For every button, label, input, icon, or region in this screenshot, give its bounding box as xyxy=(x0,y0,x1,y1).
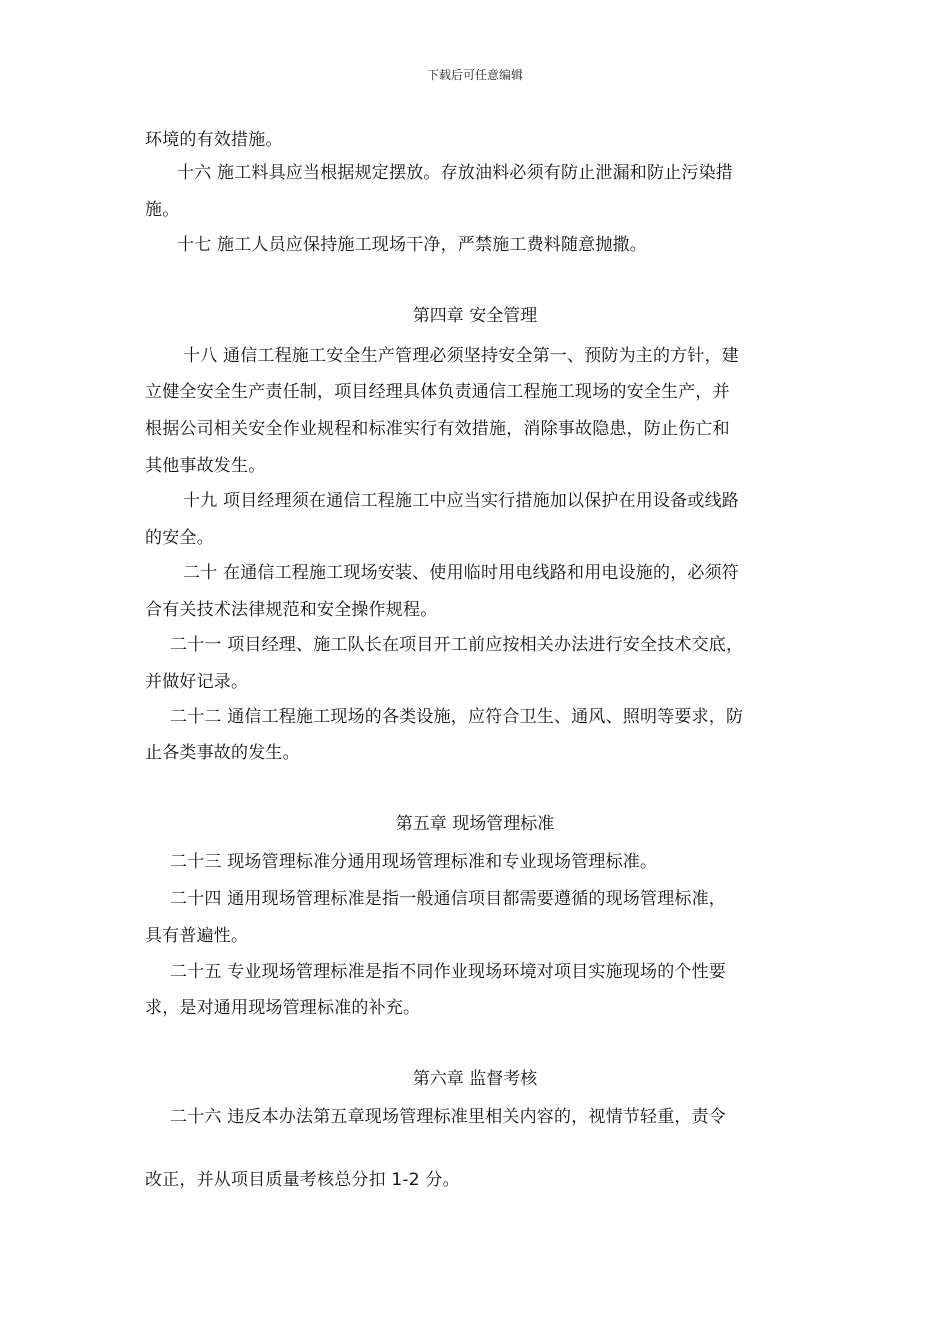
paragraph-line: 二十五 专业现场管理标准是指不同作业现场环境对项目实施现场的个性要 xyxy=(170,962,727,982)
paragraph-line: 求，是对通用现场管理标准的补充。 xyxy=(145,998,421,1018)
paragraph-line: 立健全安全生产责任制，项目经理具体负责通信工程施工现场的安全生产，并 xyxy=(145,382,730,402)
paragraph-line: 其他事故发生。 xyxy=(145,456,266,476)
paragraph-line: 十九 项目经理须在通信工程施工中应当实行措施加以保护在用设备或线路 xyxy=(183,491,740,511)
paragraph-line: 合有关技术法律规范和安全操作规程。 xyxy=(145,600,438,620)
paragraph-line: 施。 xyxy=(145,200,180,220)
paragraph-line-final xyxy=(145,1170,460,1190)
paragraph-line: 二十三 现场管理标准分通用现场管理标准和专业现场管理标准。 xyxy=(170,852,658,872)
paragraph-line: 十六 施工料具应当根据规定摆放。存放油料必须有防止泄漏和防止污染措 xyxy=(177,163,734,183)
paragraph-line: 具有普遍性。 xyxy=(145,926,249,946)
paragraph-line: 止各类事故的发生。 xyxy=(145,743,300,763)
paragraph-line: 并做好记录。 xyxy=(145,672,249,692)
paragraph-line: 二十二 通信工程施工现场的各类设施，应符合卫生、通风、照明等要求，防 xyxy=(170,707,744,727)
chapter-heading: 第四章 安全管理 xyxy=(412,306,538,326)
chapter-heading: 第五章 现场管理标准 xyxy=(395,814,555,834)
paragraph-line: 的安全。 xyxy=(145,528,214,548)
paragraph-line: 环境的有效措施。 xyxy=(145,130,283,150)
paragraph-line: 十八 通信工程施工安全生产管理必须坚持安全第一、预防为主的方针，建 xyxy=(183,346,740,366)
final-text-end: 分。 xyxy=(419,1170,460,1190)
paragraph-line: 二十一 项目经理、施工队长在项目开工前应按相关办法进行安全技术交底， xyxy=(170,635,744,655)
page-header-note: 下载后可任意编辑 xyxy=(426,68,523,82)
paragraph-line: 根据公司相关安全作业规程和标准实行有效措施，消除事故隐患，防止伤亡和 xyxy=(145,419,730,439)
paragraph-line: 二十六 违反本办法第五章现场管理标准里相关内容的，视情节轻重，责令 xyxy=(170,1107,727,1127)
final-text-start: 改正，并从项目质量考核总分扣 xyxy=(145,1170,392,1190)
paragraph-line: 二十四 通用现场管理标准是指一般通信项目都需要遵循的现场管理标准， xyxy=(170,889,727,909)
chapter-heading: 第六章 监督考核 xyxy=(412,1069,538,1089)
paragraph-line: 十七 施工人员应保持施工现场干净，严禁施工费料随意抛撒。 xyxy=(177,235,648,255)
paragraph-line: 二十 在通信工程施工现场安装、使用临时用电线路和用电设施的，必须符 xyxy=(183,563,740,583)
deduction-points: 1-2 xyxy=(391,1170,420,1190)
